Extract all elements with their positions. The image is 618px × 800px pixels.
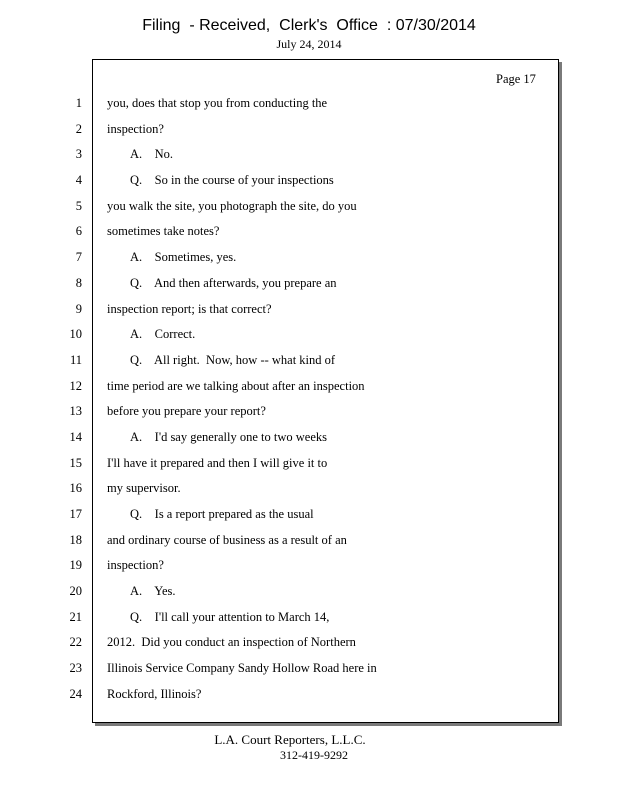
- transcript-line: A. I'd say generally one to two weeks: [130, 430, 327, 444]
- transcript-line: A. Correct.: [130, 327, 196, 341]
- line-number: 8: [75, 276, 82, 290]
- reporter-company: L.A. Court Reporters, L.L.C.: [214, 732, 366, 747]
- transcript-line: inspection?: [107, 558, 164, 572]
- transcript-line: Q. So in the course of your inspections: [130, 173, 334, 187]
- line-number: 22: [69, 635, 82, 649]
- transcript-line: A. Yes.: [130, 584, 176, 598]
- line-number: 6: [75, 224, 82, 238]
- line-number: 12: [69, 379, 82, 393]
- transcript-line: Rockford, Illinois?: [107, 687, 202, 701]
- transcript-line: Illinois Service Company Sandy Hollow Road here in: [107, 661, 377, 675]
- line-number: 23: [69, 661, 82, 675]
- transcript-line: 2012. Did you conduct an inspection of Northern: [107, 635, 356, 649]
- transcript-line: and ordinary course of business as a result of an: [107, 533, 347, 547]
- line-number: 15: [69, 456, 82, 470]
- transcript-line: Q. Is a report prepared as the usual: [130, 507, 314, 521]
- line-number: 4: [75, 173, 82, 187]
- transcript-line: my supervisor.: [107, 481, 181, 495]
- transcript-line: inspection report; is that correct?: [107, 302, 272, 316]
- line-number: 14: [69, 430, 82, 444]
- line-number: 16: [69, 481, 82, 495]
- transcript-line: Q. All right. Now, how -- what kind of: [130, 353, 336, 367]
- transcript-line: Q. And then afterwards, you prepare an: [130, 276, 337, 290]
- transcript-line: I'll have it prepared and then I will give it to: [107, 456, 328, 470]
- line-number: 20: [69, 584, 82, 598]
- line-number: 21: [69, 610, 82, 624]
- transcript-line: you walk the site, you photograph the site, do you: [107, 199, 357, 213]
- transcript-date: July 24, 2014: [276, 37, 342, 51]
- line-number: 17: [69, 507, 82, 521]
- transcript-line: A. Sometimes, yes.: [130, 250, 237, 264]
- transcript-line: before you prepare your report?: [107, 404, 266, 418]
- line-number: 3: [75, 147, 82, 161]
- transcript-line: you, does that stop you from conducting the: [107, 96, 328, 110]
- line-number: 5: [75, 199, 82, 213]
- line-number: 19: [69, 558, 82, 572]
- line-number: 10: [69, 327, 82, 341]
- line-number: 24: [69, 687, 82, 701]
- line-number: 7: [75, 250, 82, 264]
- transcript-line: Q. I'll call your attention to March 14,: [130, 610, 330, 624]
- line-number: 9: [75, 302, 82, 316]
- reporter-phone: 312-419-9292: [280, 748, 348, 762]
- transcript-line: sometimes take notes?: [107, 224, 220, 238]
- transcript-line: time period are we talking about after an inspection: [107, 379, 365, 393]
- line-number: 18: [69, 533, 82, 547]
- transcript-line: A. No.: [130, 147, 174, 161]
- transcript-line: inspection?: [107, 122, 164, 136]
- line-number: 1: [75, 96, 82, 110]
- line-number: 2: [75, 122, 82, 136]
- page-number: Page 17: [496, 72, 536, 86]
- line-number: 13: [69, 404, 82, 418]
- filing-stamp: Filing - Received, Clerk's Office : 07/30/2014: [142, 17, 476, 34]
- line-number: 11: [69, 353, 82, 367]
